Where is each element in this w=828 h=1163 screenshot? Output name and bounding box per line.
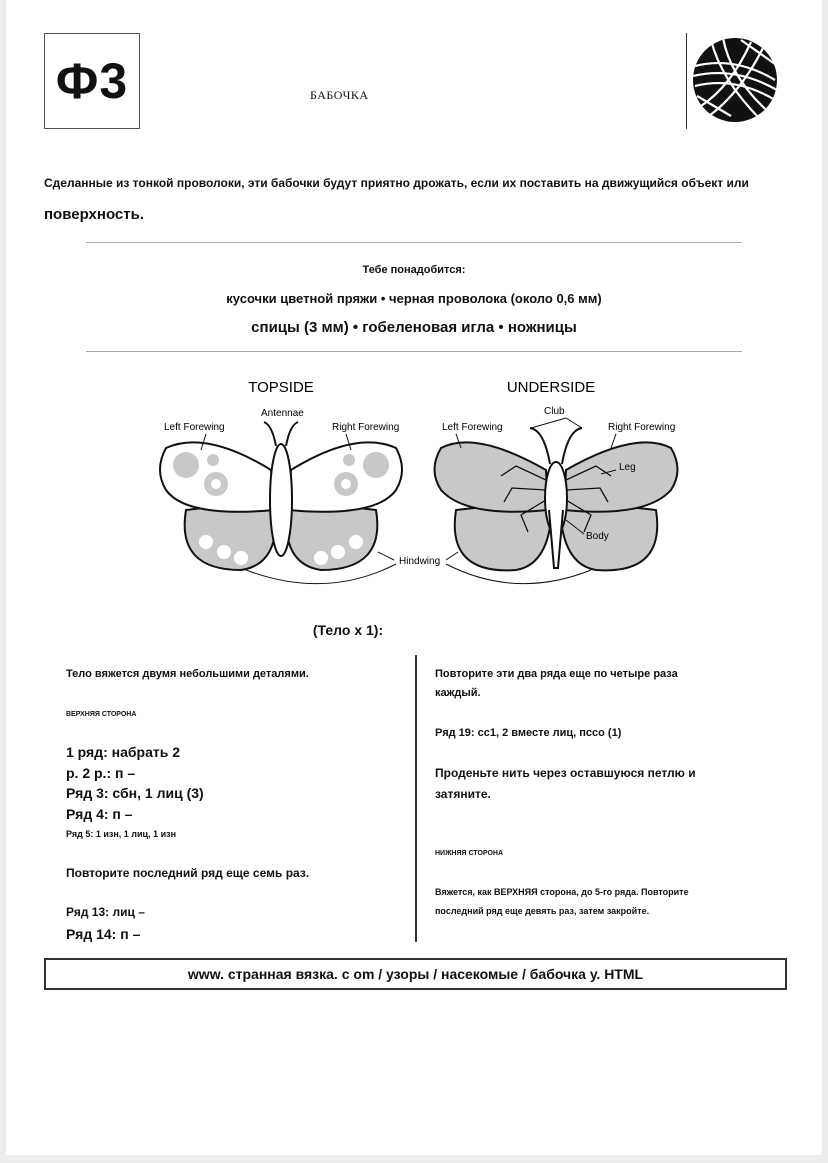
left-intro: Тело вяжется двумя небольшими деталями. [66, 668, 309, 680]
yarn-ball-icon [691, 36, 779, 124]
divider-bottom [86, 351, 742, 352]
butterfly-diagram [146, 370, 686, 600]
row-5: Ряд 5: 1 изн, 1 лиц, 1 изн [66, 829, 177, 839]
row-4: Ряд 4: п – [66, 806, 133, 822]
intro-text-line-2: поверхность. [44, 206, 144, 223]
document-title: БАБОЧКА [310, 88, 369, 102]
row-1: 1 ряд: набрать 2 [66, 744, 181, 760]
topside-heading: ВЕРХНЯЯ СТОРОНА [66, 711, 137, 718]
repeat-seven: Повторите последний ряд еще семь раз. [66, 866, 310, 880]
label-right-forewing-under: Right Forewing [608, 422, 676, 433]
label-antennae: Antennae [261, 408, 304, 419]
underside-butterfly [435, 428, 678, 570]
underside-line-1: Вяжется, как ВЕРХНЯЯ сторона, до 5-го ряда. Повторите [435, 887, 689, 897]
column-divider [415, 655, 417, 942]
underside-line-2: последний ряд еще девять раз, затем закройте. [435, 906, 650, 916]
footer-url[interactable]: www. странная вязка. с om / узоры / насекомые / бабочка у. HTML [44, 958, 787, 990]
divider-top [86, 242, 742, 243]
label-right-forewing-top: Right Forewing [332, 422, 400, 433]
row-13: Ряд 13: лиц – [66, 905, 145, 919]
repeat-four-line-2: каждый. [435, 687, 481, 699]
underside-heading: НИЖНЯЯ СТОРОНА [435, 850, 504, 857]
thread-line-1: Проденьте нить через оставшуюся петлю и [435, 766, 696, 780]
materials-line-1: кусочки цветной пряжи • черная проволока (около 0,6 мм) [226, 291, 602, 306]
body-count-label: (Тело х 1): [312, 622, 384, 638]
label-left-forewing-under: Left Forewing [442, 422, 503, 433]
label-club: Club [544, 406, 565, 417]
label-hindwing: Hindwing [399, 556, 441, 567]
row-19: Ряд 19: сс1, 2 вместе лиц, пссо (1) [435, 727, 622, 739]
label-left-forewing-top: Left Forewing [164, 422, 225, 433]
document-page [6, 0, 822, 1155]
label-body: Body [586, 531, 609, 542]
row-2: р. 2 р.: п – [66, 765, 136, 781]
materials-line-2: спицы (3 мм) • гобеленовая игла • ножницы [251, 319, 577, 336]
label-leg: Leg [619, 462, 636, 473]
row-14: Ряд 14: п – [66, 926, 141, 942]
pattern-code-box: Ф3 [44, 33, 140, 129]
topside-butterfly [160, 422, 402, 570]
materials-heading: Тебе понадобится: [362, 264, 466, 276]
topside-title: TOPSIDE [248, 379, 314, 396]
underside-title: UNDERSIDE [506, 379, 596, 396]
intro-text-line-1: Сделанные из тонкой проволоки, эти бабочки будут приятно дрожать, если их поставить на движущийся объект или [44, 176, 749, 190]
row-3: Ряд 3: сбн, 1 лиц (3) [66, 785, 204, 801]
thread-line-2: затяните. [435, 787, 491, 801]
header-divider [686, 33, 687, 129]
repeat-four-line-1: Повторите эти два ряда еще по четыре раза [435, 668, 678, 680]
